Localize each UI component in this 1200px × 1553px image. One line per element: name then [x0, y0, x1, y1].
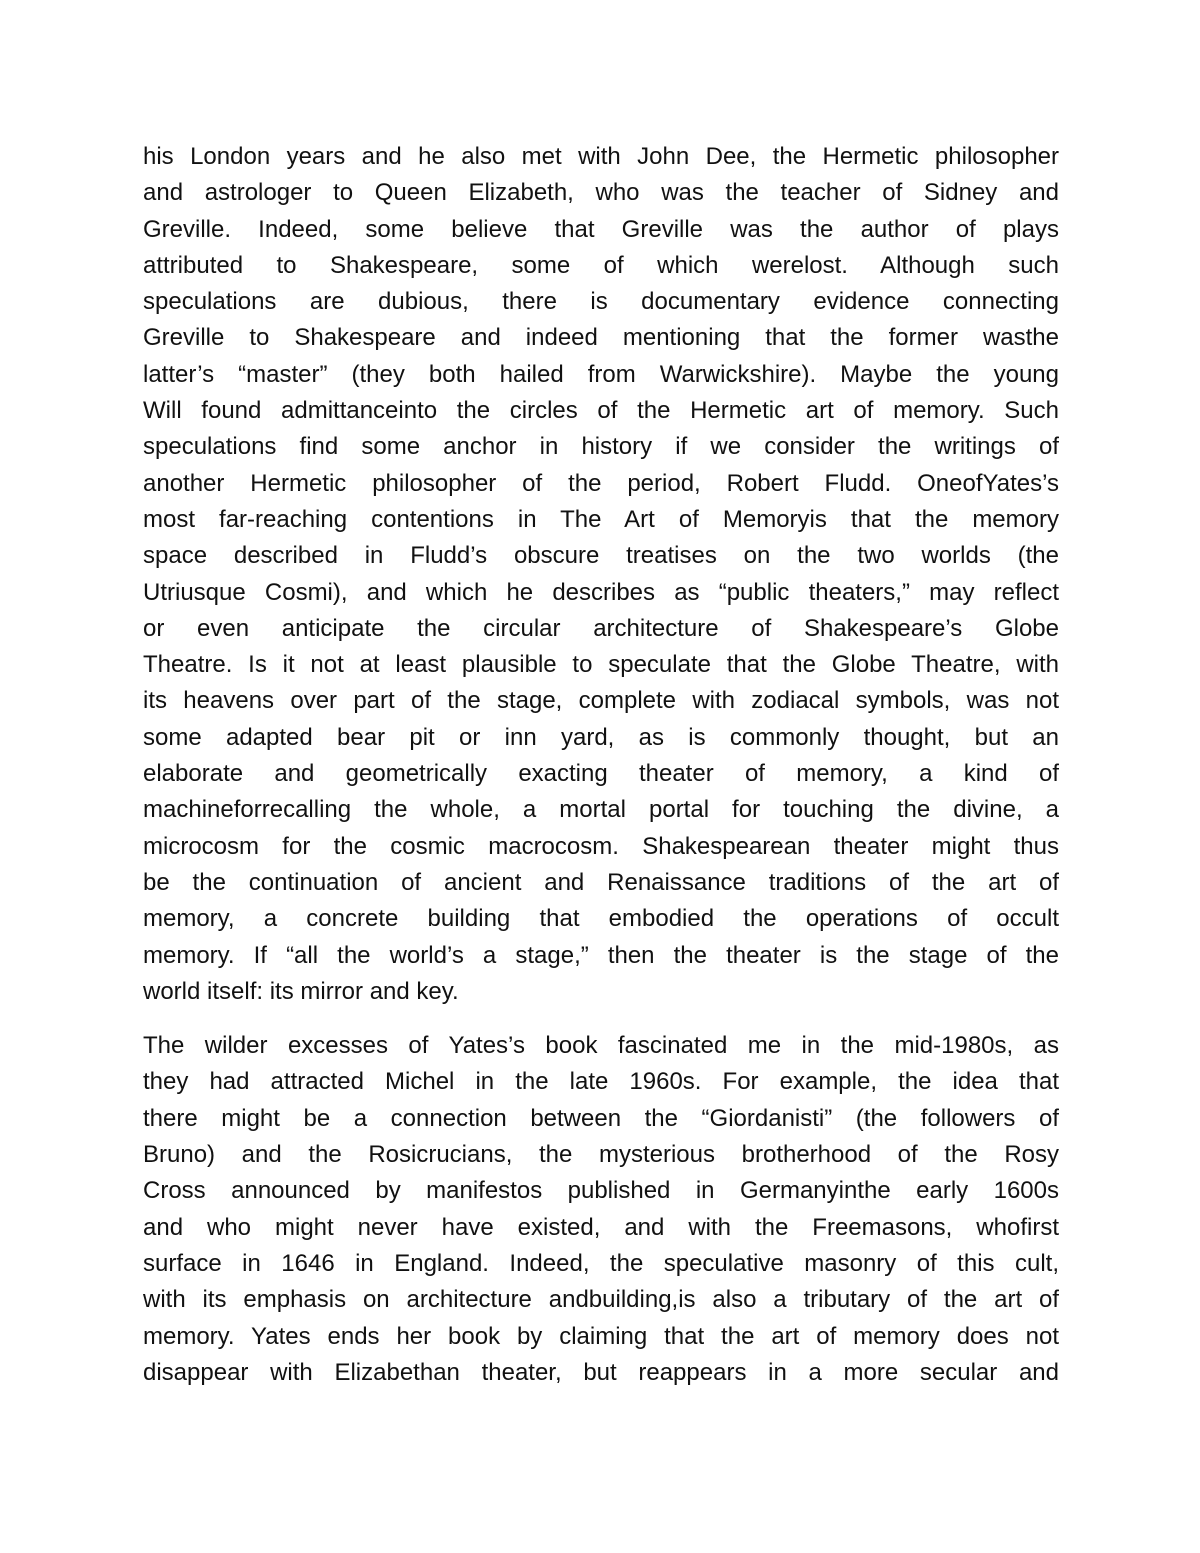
text-line: microcosm for the cosmic macrocosm. Shakespearean theater might thus	[143, 832, 1059, 860]
paragraph-1	[143, 139, 1059, 1010]
text-line: elaborate and geometrically exacting theater of memory, a kind of	[143, 760, 1059, 788]
text-line: surface in 1646 in England. Indeed, the speculative masonry of this cult,	[143, 1249, 1059, 1277]
text-line: memory. If “all the world’s a stage,” then the theater is the stage of the	[143, 941, 1059, 969]
text-line: his London years and he also met with John Dee, the Hermetic philosopher	[143, 143, 1059, 170]
text-line: memory. Yates ends her book by claiming that the art of memory does not	[143, 1322, 1059, 1350]
text-line: speculations are dubious, there is documentary evidence connecting	[143, 288, 1059, 316]
text-line: be the continuation of ancient and Renaissance traditions of the art of	[143, 868, 1059, 896]
text-line: Utriusque Cosmi), and which he describes as “public theaters,” may reflect	[143, 578, 1059, 606]
text-line: Greville to Shakespeare and indeed mentioning that the former wasthe	[143, 324, 1059, 352]
text-line: world itself: its mirror and key.	[143, 977, 459, 1005]
text-line: and astrologer to Queen Elizabeth, who was the teacher of Sidney and	[143, 179, 1059, 207]
text-line: there might be a connection between the “Giordanisti” (the followers of	[143, 1104, 1059, 1132]
text-line: Bruno) and the Rosicrucians, the mysterious brotherhood of the Rosy	[143, 1141, 1059, 1169]
text-line: The wilder excesses of Yates’s book fascinated me in the mid-1980s, as	[143, 1032, 1059, 1060]
text-line: Will found admittanceinto the circles of the Hermetic art of memory. Such	[143, 397, 1059, 425]
text-line: space described in Fludd’s obscure treatises on the two worlds (the	[143, 542, 1059, 570]
text-line: most far-reaching contentions in The Art of Memoryis that the memory	[143, 505, 1059, 533]
text-line: disappear with Elizabethan theater, but reappears in a more secular and	[143, 1358, 1059, 1386]
text-line: Theatre. Is it not at least plausible to speculate that the Globe Theatre, with	[143, 651, 1059, 679]
text-line: they had attracted Michel in the late 1960s. For example, the idea that	[143, 1068, 1059, 1096]
text-line: with its emphasis on architecture andbuilding,is also a tributary of the art of	[143, 1286, 1059, 1314]
text-line: Greville. Indeed, some believe that Greville was the author of plays	[143, 215, 1059, 243]
text-line: its heavens over part of the stage, complete with zodiacal symbols, was not	[143, 687, 1059, 715]
text-line: some adapted bear pit or inn yard, as is commonly thought, but an	[143, 723, 1059, 751]
text-line: attributed to Shakespeare, some of which werelost. Although such	[143, 251, 1059, 279]
text-line: latter’s “master” (they both hailed from Warwickshire). Maybe the young	[143, 360, 1059, 388]
text-line: speculations find some anchor in history if we consider the writings of	[143, 433, 1059, 461]
text-line: Cross announced by manifestos published in Germanyinthe early 1600s	[143, 1177, 1059, 1205]
text-line: and who might never have existed, and with the Freemasons, whofirst	[143, 1213, 1059, 1241]
document-page	[143, 139, 1059, 1391]
text-line: another Hermetic philosopher of the period, Robert Fludd. OneofYates’s	[143, 469, 1059, 497]
text-line: or even anticipate the circular architecture of Shakespeare’s Globe	[143, 614, 1059, 642]
text-line: machineforrecalling the whole, a mortal portal for touching the divine, a	[143, 796, 1059, 824]
text-line: memory, a concrete building that embodied the operations of occult	[143, 905, 1059, 933]
paragraph-2	[143, 1028, 1059, 1391]
